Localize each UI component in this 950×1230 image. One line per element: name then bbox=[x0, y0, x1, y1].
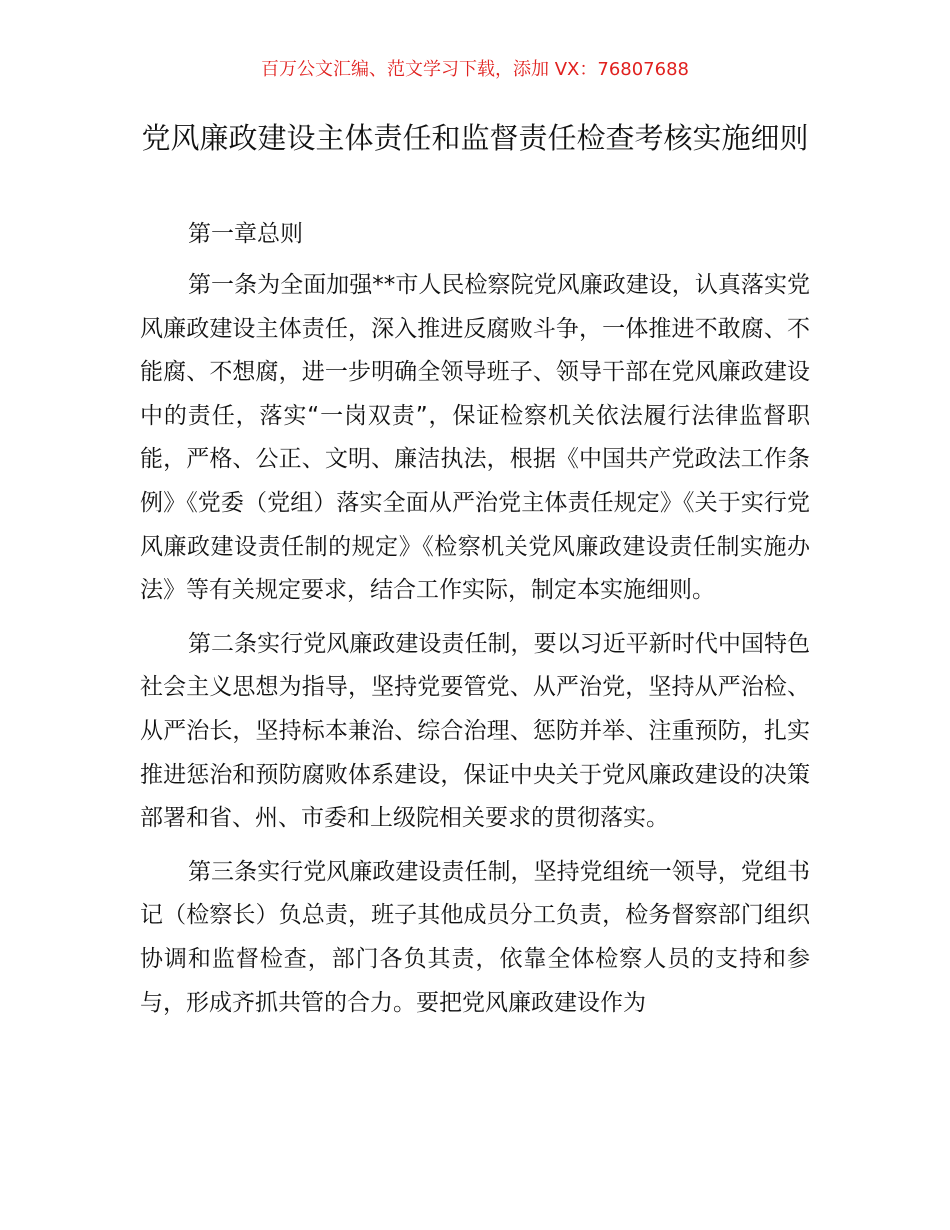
document-body bbox=[140, 214, 810, 1035]
paragraph-article-3: 第三条实行党风廉政建设责任制，坚持党组统一领导，党组书记（检察长）负总责，班子其他成员分工负责，检务督察部门组织协调和监督检查，部门各负其责，依靠全体检察人员的支持和参与，形成齐抓共管的合力。要把党风廉政建设作为 bbox=[140, 858, 810, 1016]
paragraph-article-2: 第二条实行党风廉政建设责任制，要以习近平新时代中国特色社会主义思想为指导，坚持党要管党、从严治党，坚持从严治检、从严治长，坚持标本兼治、综合治理、惩防并举、注重预防，扎实推进惩治和预防腐败体系建设，保证中央关于党风廉政建设的决策部署和省、州、市委和上级院相关要求的贯彻落实。 bbox=[140, 630, 810, 832]
document-title: 党风廉政建设主体责任和监督责任检查考核实施细则 bbox=[141, 121, 809, 155]
header-watermark-note: 百万公文汇编、范文学习下载，添加 VX：76807688 bbox=[261, 59, 689, 80]
chapter-heading: 第一章总则 bbox=[188, 221, 303, 247]
paragraph-article-1: 第一条为全面加强**市人民检察院党风廉政建设，认真落实党风廉政建设主体责任，深入推进反腐败斗争，一体推进不敢腐、不能腐、不想腐，进一步明确全领导班子、领导干部在党风廉政建设中的责任，落实“一岗双责”，保证检察机关依法履行法律监督职能，严格、公正、文明、廉洁执法，根据《中国共产党政法工作条例》《党委（党组）落实全面从严治党主体责任规定》《关于实行党风廉政建设责任制的规定》《检察机关党风廉政建设责任制实施办法》等有关规定要求，结合工作实际，制定本实施细则。 bbox=[140, 272, 810, 604]
